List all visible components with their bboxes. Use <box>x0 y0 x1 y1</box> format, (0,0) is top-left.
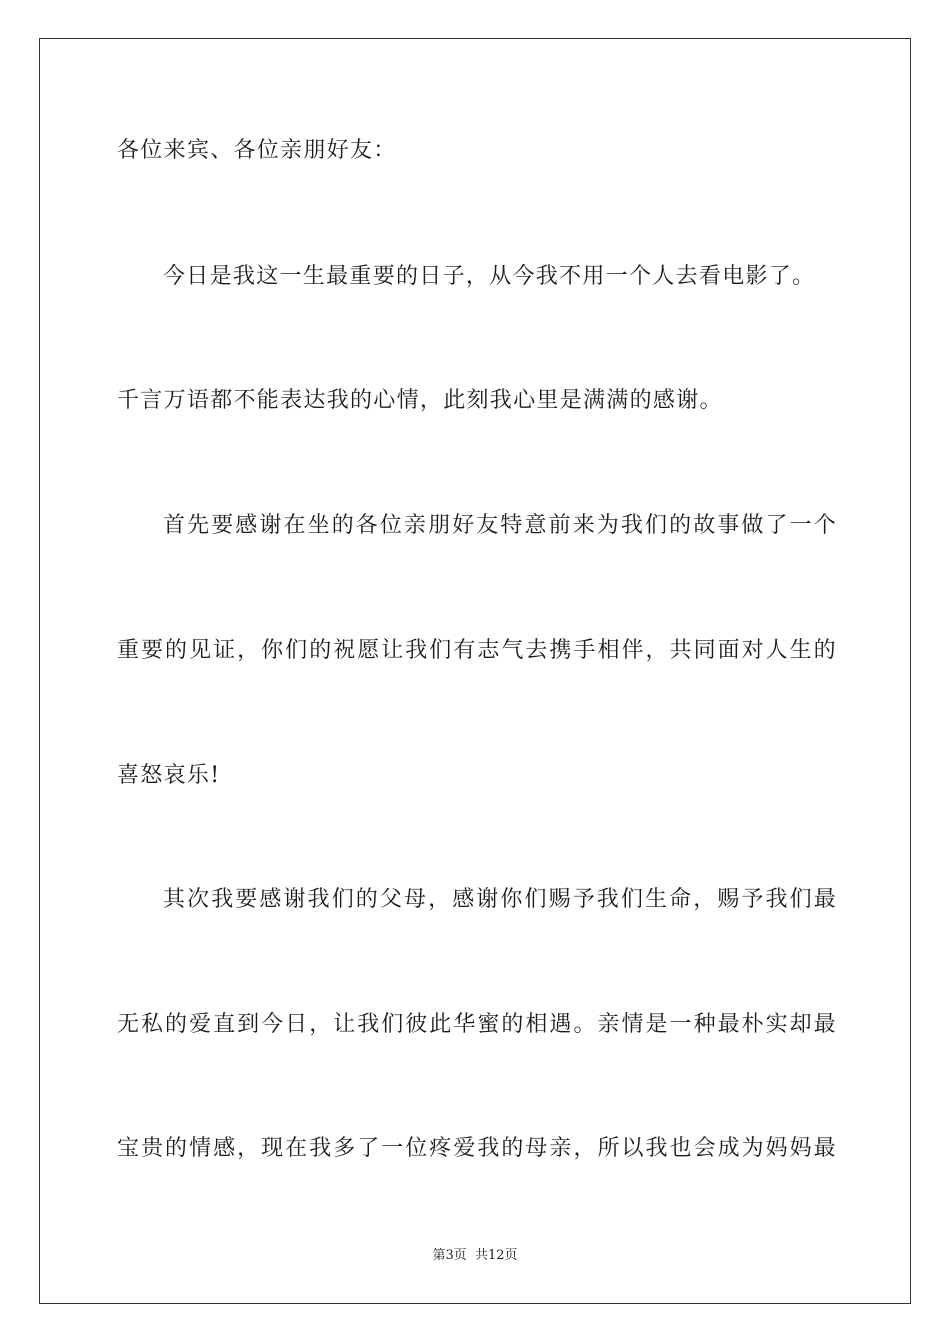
salutation-line: 各位来宾、各位亲朋好友： <box>117 138 397 163</box>
page-number: 第3页 <box>432 1248 467 1263</box>
page-footer <box>0 1247 950 1265</box>
page-border <box>39 38 911 1304</box>
paragraph-line: 其次我要感谢我们的父母，感谢你们赐予我们生命，赐予我们最 <box>163 887 837 912</box>
paragraph-line: 今日是我这一生最重要的日子，从今我不用一个人去看电影了。 <box>163 264 816 289</box>
paragraph-line: 喜怒哀乐! <box>117 763 221 788</box>
paragraph-line: 首先要感谢在坐的各位亲朋好友特意前来为我们的故事做了一个 <box>163 513 837 538</box>
paragraph-line: 宝贵的情感，现在我多了一位疼爱我的母亲，所以我也会成为妈妈最 <box>117 1136 837 1161</box>
paragraph-line: 重要的见证，你们的祝愿让我们有志气去携手相伴，共同面对人生的 <box>117 638 837 663</box>
total-pages: 共12页 <box>474 1248 518 1263</box>
paragraph-line: 千言万语都不能表达我的心情，此刻我心里是满满的感谢。 <box>117 388 723 413</box>
paragraph-line: 无私的爱直到今日，让我们彼此华蜜的相遇。亲情是一种最朴实却最 <box>117 1012 837 1037</box>
